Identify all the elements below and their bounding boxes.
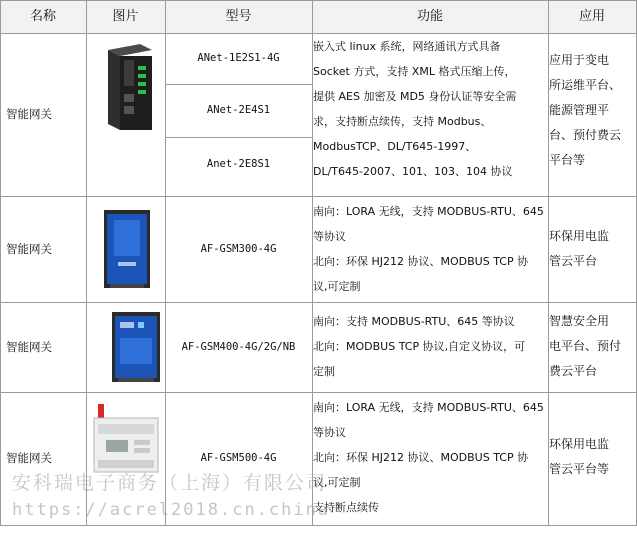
gateway-image	[90, 404, 162, 476]
application-line: 环保用电监	[549, 229, 610, 243]
row-name: 智能网关	[6, 451, 52, 465]
application-line: 环保用电监	[549, 437, 610, 451]
function-line: 支持断点续传	[313, 501, 379, 514]
application-line: 智慧安全用	[549, 314, 610, 328]
model-label: Anet-2E8S1	[206, 158, 271, 170]
application-line: 管云平台	[549, 254, 598, 268]
watermark-url: https://acrel2018.cn.china	[12, 500, 331, 520]
function-text	[313, 199, 549, 299]
function-line: 北向：环保 HJ212 协议、MODBUS TCP 协	[313, 451, 529, 464]
function-text	[313, 395, 549, 520]
function-text	[313, 309, 549, 384]
function-line: 北向：MODBUS TCP 协议,自定义协议，可	[313, 340, 526, 353]
function-text	[313, 34, 549, 184]
row-divider	[0, 302, 637, 303]
function-line: 定制	[313, 365, 335, 378]
function-line: 议,可定制	[313, 476, 361, 489]
gateway-image	[100, 40, 156, 132]
model-label: AF-GSM300-4G	[200, 243, 277, 255]
row-divider	[0, 525, 637, 526]
function-line: ModbusTCP、DL/T645-1997、	[313, 140, 477, 153]
model-label: ANet-2E4S1	[206, 104, 271, 116]
function-line: 议,可定制	[313, 280, 361, 293]
header-model: 型号	[225, 9, 252, 24]
application-line: 应用于变电	[549, 53, 610, 67]
function-line: 南向：LORA 无线，支持 MODBUS-RTU、645	[313, 205, 544, 218]
row-name: 智能网关	[6, 242, 52, 256]
model-divider	[165, 84, 313, 85]
model-label: ANet-1E2S1-4G	[197, 52, 280, 64]
application-line: 所运维平台、	[549, 78, 622, 92]
row-name: 智能网关	[6, 107, 52, 121]
col-divider	[0, 0, 1, 526]
function-line: DL/T645-2007、101、103、104 协议	[313, 165, 513, 178]
function-line: 北向：环保 HJ212 协议、MODBUS TCP 协	[313, 255, 529, 268]
gateway-image	[104, 210, 150, 288]
function-line: 嵌入式 linux 系统，网络通讯方式具备	[313, 40, 501, 53]
watermark-company: 安科瑞电子商务（上海）有限公司	[12, 472, 328, 494]
function-line: 等协议	[313, 230, 346, 243]
application-line: 管云平台等	[549, 462, 610, 476]
function-line: 南向：支持 MODBUS-RTU、645 等协议	[313, 315, 515, 328]
application-line: 费云平台	[549, 364, 598, 378]
application-line: 平台等	[549, 153, 586, 167]
header-name: 名称	[29, 9, 56, 24]
application-text	[549, 432, 637, 482]
application-text	[549, 309, 637, 384]
application-line: 电平台、预付	[549, 339, 622, 353]
header-image: 图片	[112, 9, 139, 24]
function-line: 等协议	[313, 426, 346, 439]
header-function: 功能	[416, 9, 443, 24]
application-text	[549, 48, 637, 173]
row-divider	[0, 392, 637, 393]
col-divider	[86, 0, 87, 526]
application-text	[549, 224, 637, 274]
function-line: 求，支持断点续传，支持 Modbus、	[313, 115, 492, 128]
function-line: 提供 AES 加密及 MD5 身份认证等安全需	[313, 90, 517, 103]
function-line: 南向：LORA 无线，支持 MODBUS-RTU、645	[313, 401, 544, 414]
gateway-image	[112, 312, 160, 382]
header-application: 应用	[578, 9, 605, 24]
function-line: Socket 方式，支持 XML 格式压缩上传，	[313, 65, 516, 78]
application-line: 能源管理平	[549, 103, 610, 117]
application-line: 台、预付费云	[549, 128, 622, 142]
model-label: AF-GSM400-4G/2G/NB	[181, 341, 296, 353]
row-name: 智能网关	[6, 340, 52, 354]
model-label: AF-GSM500-4G	[200, 452, 277, 464]
row-divider	[0, 196, 637, 197]
model-divider	[165, 137, 313, 138]
